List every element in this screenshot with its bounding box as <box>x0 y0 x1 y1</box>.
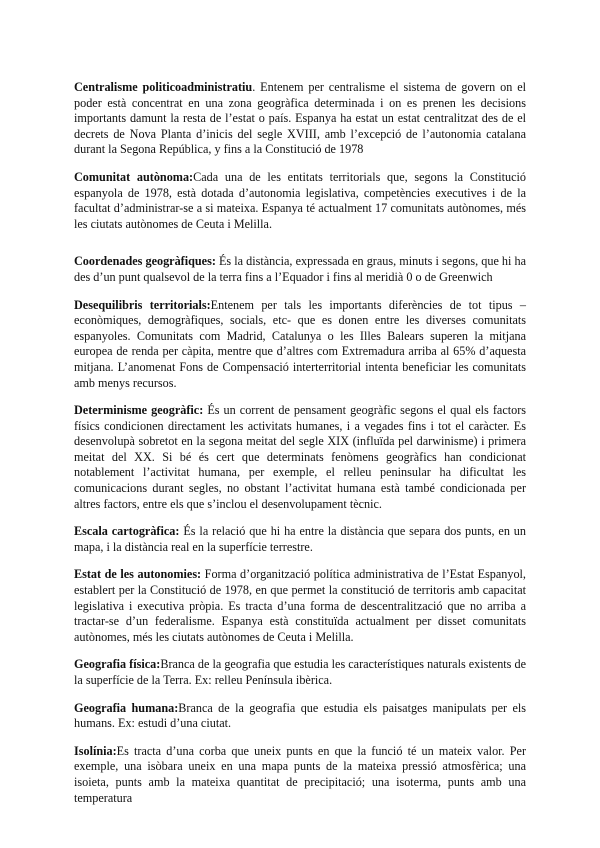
glossary-entry-desequilibris <box>74 298 526 392</box>
glossary-entry-determinisme <box>74 403 526 512</box>
entry-definition: Branca de la geografia que estudia les característiques naturals existents de la superfície de la Terra. Ex: relleu Península ibèrica. <box>74 657 526 687</box>
entry-definition: Branca de la geografia que estudia els paisatges manipulats per els humans. Ex: estudi d’una ciutat. <box>74 700 527 731</box>
entry-definition: És la distància, expressada en graus, minuts i segons, que hi ha des d’un punt qualsevol de la terra fins a l’Equador i fins al meridià 0 o de Greenwich <box>74 254 527 284</box>
entry-definition: Forma d’organització política administrativa de l’Estat Espanyol, establert per la Constitució de 1978, en que permet la constitució de territoris amb capacitat legislativa i executiva pròpia. Es tracta d’una forma de descentralització que no arriba a tractar-se d’un federalisme. Espanya està constituïda actualment per disset comunitats autònomes, més les ciutats autònomes de Ceuta i Melilla. <box>74 567 526 644</box>
entry-term: Escala cartogràfica: <box>74 524 180 539</box>
entry-term: Comunitat autònoma: <box>74 169 194 184</box>
entry-term: Centralisme politicoadministratiu <box>74 80 253 94</box>
entry-term: Estat de les autonomies: <box>74 567 202 582</box>
entry-term: Coordenades geogràfiques: <box>74 254 216 269</box>
glossary-entry-geografia-humana <box>74 701 526 732</box>
entry-definition: Cada una de les entitats territorials que, segons la Constitució espanyola de 1978, està dotada d’autonomia legislativa, competències executives i de la facultat d’administrar-se a si mateixa. Espanya té actualment 17 comunitats autònomes, més les ciutats autònomes de Ceuta i Melilla. <box>74 169 526 231</box>
entry-term: Geografia física: <box>74 657 161 672</box>
entry-definition: . Entenem per centralisme el sistema de govern on el poder està concentrat en una zona geogràfica determinada i on es prenen les decisions importants damunt la resta de l’estat o país. Espanya ha estat un estat centralitzat des de el decrets de Nova Planta d’inicis del segle XVIII, amb l’excepció de l’autonomia catalana durant la Segona República, y fins a la Constitució de 1978 <box>74 80 526 157</box>
glossary-entry-coordenades <box>74 254 526 285</box>
glossary-entry-geografia-fisica <box>74 657 526 688</box>
entry-term: Geografia humana: <box>74 700 179 715</box>
glossary-entry-isolinia <box>74 744 526 806</box>
entry-term: Desequilibris territorials: <box>74 297 211 312</box>
entry-term: Isolínia: <box>74 743 117 758</box>
entry-definition: Es tracta d’una corba que uneix punts en que la funció té un mateix valor. Per exemple, una isòbara uneix en una mapa punts de la mateixa pressió atmosfèrica; una isoieta, punts amb la mateixa quantitat de precipitació; una isoterma, punts amb una temperatura <box>74 743 526 805</box>
glossary-entry-centralisme <box>74 80 526 158</box>
entry-definition: És la relació que hi ha entre la distància que separa dos punts, en un mapa, i la distància real en la superfície terrestre. <box>74 524 526 554</box>
glossary-entry-estat-autonomies <box>74 567 526 645</box>
entry-definition: És un corrent de pensament geogràfic segons el qual els factors físics condicionen directament les activitats humanes, i a vegades fins i tot el caràcter. Es desenvolupà sobretot en la segona meitat del segle XIX (influïda pel darwinisme) i primera meitat del XX. Si bé és cert que determinats fenòmens geogràfics han condicionat notablement l’activitat humana, per exemple, el relleu peninsular ha dificultat les comunicacions durant segles, no obstant l’activitat humana està també condicionada per altres factors, entre els que s’inclou el desenvolupament tècnic. <box>74 403 527 511</box>
glossary-entry-escala <box>74 524 526 555</box>
entry-definition: Entenem per tals les importants diferències de tot tipus –econòmiques, demogràfiques, socials, etc- que es donen entre les diverses comunitats espanyoles. Comunitats com Madrid, Catalunya o les Illes Balears superen la mitjana europea de renda per càpita, mentre que d’altres com Extremadura arriba al 65% d’aquesta mitjana. L’anomenat Fons de Compensació interterritorial intenta beneficiar les comunitats amb menys recursos. <box>74 297 526 390</box>
glossary-entry-comunitat-autonoma <box>74 170 526 232</box>
entry-term: Determinisme geogràfic: <box>74 403 204 418</box>
